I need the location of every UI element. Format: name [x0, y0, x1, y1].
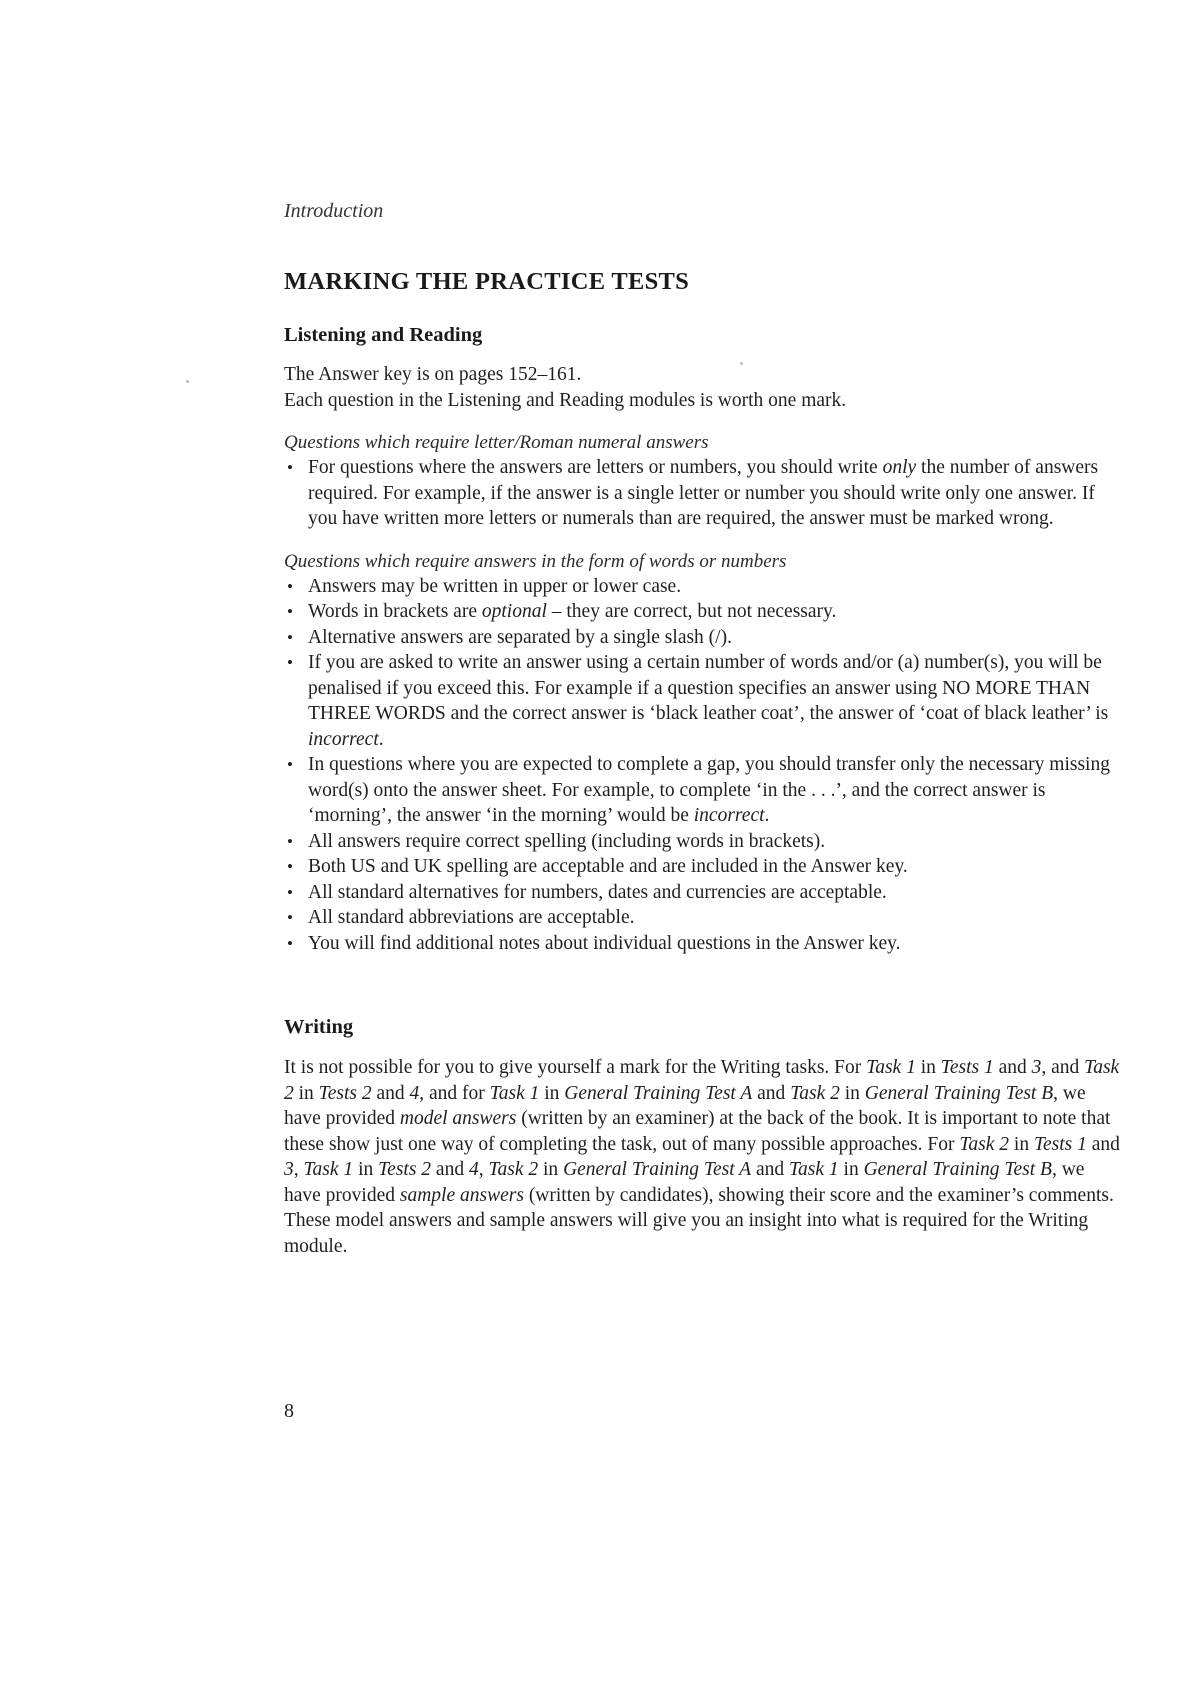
- writing-section: [284, 1016, 1124, 1259]
- subheading-letter-answers: Questions which require letter/Roman numeral answers: [284, 432, 709, 453]
- bullet-icon: •: [287, 908, 293, 927]
- page-title: MARKING THE PRACTICE TESTS: [284, 268, 690, 295]
- intro-line: The Answer key is on pages 152–161.: [284, 364, 582, 385]
- list-item: • If you are asked to write an answer using a certain number of words and/or (a) number(s), you will be penalised if you exceed this. For example if a question specifies an answer using NO MORE THAN THREE WORDS and the correct answer is ‘black leather coat’, the answer of ‘coat of black leather’ is incorrect.: [287, 652, 1109, 750]
- bullet-icon: •: [287, 882, 293, 902]
- list-item: • In questions where you are expected to complete a gap, you should transfer only the necessary missing word(s) onto the answer sheet. For example, to complete ‘in the . . .’, and the correct answer is ‘morning’, the answer ‘in the morning’ would be incorrect.: [287, 754, 1110, 826]
- bullet-icon: •: [287, 627, 293, 647]
- list-item: • Answers may be written in upper or lower case.: [284, 574, 1124, 600]
- bullet-icon: •: [287, 653, 293, 672]
- list-item: • All standard abbreviations are acceptable.: [284, 905, 1124, 931]
- list-item: • You will find additional notes about individual questions in the Answer key.: [284, 931, 1124, 957]
- bullet-icon: •: [287, 602, 293, 621]
- running-head: Introduction: [284, 200, 384, 222]
- bullet-icon: •: [287, 576, 293, 596]
- scan-speck: [740, 362, 743, 365]
- subheading-word-answers: Questions which require answers in the form of words or numbers: [284, 550, 787, 572]
- listening-reading-section: [284, 324, 1124, 956]
- intro-line: Each question in the Listening and Reading modules is worth one mark.: [284, 389, 847, 411]
- list-item: • Words in brackets are optional – they are correct, but not necessary.: [284, 599, 1124, 625]
- list-item: • Alternative answers are separated by a single slash (/).: [284, 625, 1124, 651]
- list-item: • All answers require correct spelling (including words in brackets).: [284, 829, 1124, 855]
- list-item: • Both US and UK spelling are acceptable and are included in the Answer key.: [284, 854, 1124, 880]
- section-heading-writing: Writing: [284, 1016, 354, 1038]
- writing-paragraph: It is not possible for you to give yourself a mark for the Writing tasks. For Task 1 in Tests 1 and 3, and Task 2 in Tests 2 and 4, and for Task 1 in General Training Test A and Task 2 in General Training Test B, we have provided model answers (written by an examiner) at the back of the book. It is important to note that these show just one way of completing the task, out of many possible approaches. For Task 2 in Tests 1 and 3, Task 1 in Tests 2 and 4, Task 2 in General Training Test A and Task 1 in General Training Test B, we have provided sample answers (written by candidates), showing their score and the examiner’s comments. These model answers and sample answers will give you an insight into what is required for the Writing module.: [284, 1057, 1120, 1257]
- letter-answers-block: [284, 430, 1124, 532]
- word-answers-list: [284, 574, 1124, 957]
- list-item: • For questions where the answers are letters or numbers, you should write only the number of answers required. For example, if the answer is a single letter or number you should write only one answer. If you have written more letters or numerals than are required, the answer must be marked wrong.: [287, 457, 1099, 529]
- bullet-icon: •: [287, 755, 293, 774]
- bullet-icon: •: [287, 933, 293, 953]
- bullet-icon: •: [287, 458, 293, 477]
- word-answers-block: [284, 549, 1124, 957]
- page-number: 8: [284, 1400, 294, 1422]
- bullet-icon: •: [287, 831, 293, 851]
- intro-paragraph: [284, 362, 1124, 413]
- scan-speck: [186, 380, 189, 383]
- document-page: [284, 0, 1134, 1683]
- letter-answers-list: [284, 455, 1124, 532]
- bullet-icon: •: [287, 857, 293, 876]
- list-item: • All standard alternatives for numbers, dates and currencies are acceptable.: [284, 880, 1124, 906]
- section-heading-listening-reading: Listening and Reading: [284, 324, 483, 346]
